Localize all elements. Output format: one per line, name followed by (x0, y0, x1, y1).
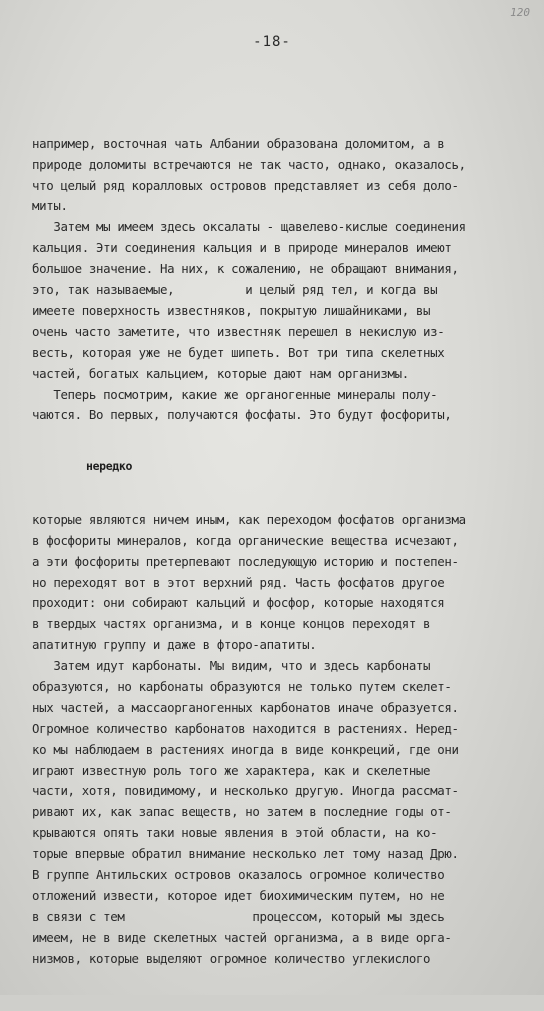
text-line: но переходят вот в этот верхний ряд. Часть фосфатов другое (32, 574, 445, 590)
text-line: большое значение. На них, к сожалению, не обращают внимания, (32, 261, 459, 277)
text-line: очень часто заметите, что известняк перешел в некислую из- (32, 323, 445, 339)
text-line: части, хотя, повидимому, и несколько другую. Иногда рассмат- (32, 783, 459, 799)
text-line: например, восточная чать Албании образована доломитом, а в (32, 135, 445, 151)
text-line: ривают их, как запас веществ, но затем в последние годы от- (32, 804, 452, 820)
text-line: природе доломиты встречаются не так часто, однако, оказалось, (32, 156, 466, 172)
text-line: отложений извести, которое идет биохимическим путем, но не (32, 887, 445, 903)
text-line: в фосфориты минералов, когда органические вещества исчезают, (32, 532, 459, 548)
text-block-before-insert (32, 134, 532, 426)
text-line: весть, которая уже не будет шипеть. Вот три типа скелетных (32, 344, 445, 360)
text-line: Затем мы имеем здесь оксалаты - щавелево-кислые соединения (32, 219, 466, 235)
text-block-after-insert (32, 510, 532, 970)
text-line: миты. (32, 198, 68, 214)
text-line: в твердых частях организма, и в конце концов переходят в (32, 616, 431, 632)
text-line: играют известную роль того же характера, как и скелетные (32, 762, 431, 778)
text-line: частей, богатых кальцием, которые дают нам организмы. (32, 365, 409, 381)
text-line: ко мы наблюдаем в растениях иногда в виде конкреций, где они (32, 741, 459, 757)
text-line: торые впервые обратил внимание несколько лет тому назад Дрю. (32, 846, 459, 862)
text-line: в связи с тем процессом, который мы здесь (32, 908, 445, 924)
text-line: это, так называемые, и целый ряд тел, и когда вы (32, 282, 438, 298)
text-line: кальция. Эти соединения кальция и в природе минералов имеют (32, 240, 452, 256)
text-line: что целый ряд коралловых островов представляет из себя доло- (32, 177, 459, 193)
text-line: проходит: они собирают кальций и фосфор, которые находятся (32, 595, 445, 611)
text-line: Затем идут карбонаты. Мы видим, что и здесь карбонаты (32, 658, 431, 674)
text-line: имеем, не в виде скелетных частей организма, а в виде орга- (32, 929, 452, 945)
text-line: Теперь посмотрим, какие же органогенные минералы полу- (32, 386, 438, 402)
text-line: В группе Антильских островов оказалось огромное количество (32, 867, 445, 883)
text-line: образуются, но карбонаты образуются не только путем скелет- (32, 679, 452, 695)
text-line: чаются. Во первых, получаются фосфаты. Это будут фосфориты, (32, 407, 452, 423)
text-line: низмов, которые выделяют огромное количество углекислого (32, 950, 431, 966)
page-number: -18- (253, 34, 291, 50)
text-line: Огромное количество карбонатов находится в растениях. Неред- (32, 720, 459, 736)
text-line: имеете поверхность известняков, покрытую лишайниками, вы (32, 302, 431, 318)
reference-mark: 120 (510, 6, 530, 19)
text-line: а эти фосфориты претерпевают последующую историю и постепен- (32, 553, 459, 569)
text-line: крываются опять таки новые явления в этой области, на ко- (32, 825, 438, 841)
body-text: например, восточная чать Албании образована доломитом, а в природе доломиты встречаются не так часто, однако, оказалось, что целый ряд коралловых островов представляет из себя доло- миты. Затем мы имеем здесь оксалаты - щавелево-кислые соединения кальция. Эти соединения кальция и в природе минералов имеют большое значение. На них, к сожалению, не обращают внимания, это, так называемые, и целый ряд тел, и когда вы имеете поверхность известняков, покрытую лишайниками, вы очень часто заметите, что известняк перешел в некислую из- весть, которая уже не будет шипеть. Вот три типа скелетных частей, богатых кальцием, которые дают нам организмы. Теперь посмотрим, какие же органогенные минералы полу- чаются. Во первых, получаются фосфаты. Это будут фосфориты, нередко которые являются ничем иным, как переходом фосфатов организма в фосфориты минералов, когда органические вещества исчезают, а эти фосфориты претерпевают последующую историю и постепен- но переходят вот в этот верхний ряд. Часть фосфатов другое проходит: они собирают кальций и фосфор, которые находятся в твердых частях организма, и в конце концов переходят в апатитную группу и даже в фторо-апатиты. Затем идут карбонаты. Мы видим, что и здесь карбонаты образуются, но карбонаты образуются не только путем скелет- ных частей, а массаорганогенных карбонатов иначе образуется. Огромное количество карбонатов находится в растениях. Неред- ко мы наблюдаем в растениях иногда в виде конкреций, где они играют известную роль того же характера, как и скелетные части, хотя, повидимому, и несколько другую. Иногда рассмат- ривают их, как запас веществ, но затем в последние годы от- крываются опять таки новые явления в этой области, на ко- торые впервые обратил внимание несколько лет тому назад Дрю. В группе Антильских островов оказалось огромное количество отложений извести, которое идет биохимическим путем, но не в связи с тем процессом, который мы здесь имеем, не в виде скелетных частей организма, а в виде орга- низмов, которые выделяют огромное количество углекислого (32, 92, 532, 1011)
text-line: ных частей, а массаорганогенных карбонатов иначе образуется. (32, 699, 459, 715)
text-line: апатитную группу и даже в фторо-апатиты. (32, 637, 317, 653)
text-line: которые являются ничем иным, как переходом фосфатов организма (32, 511, 466, 527)
